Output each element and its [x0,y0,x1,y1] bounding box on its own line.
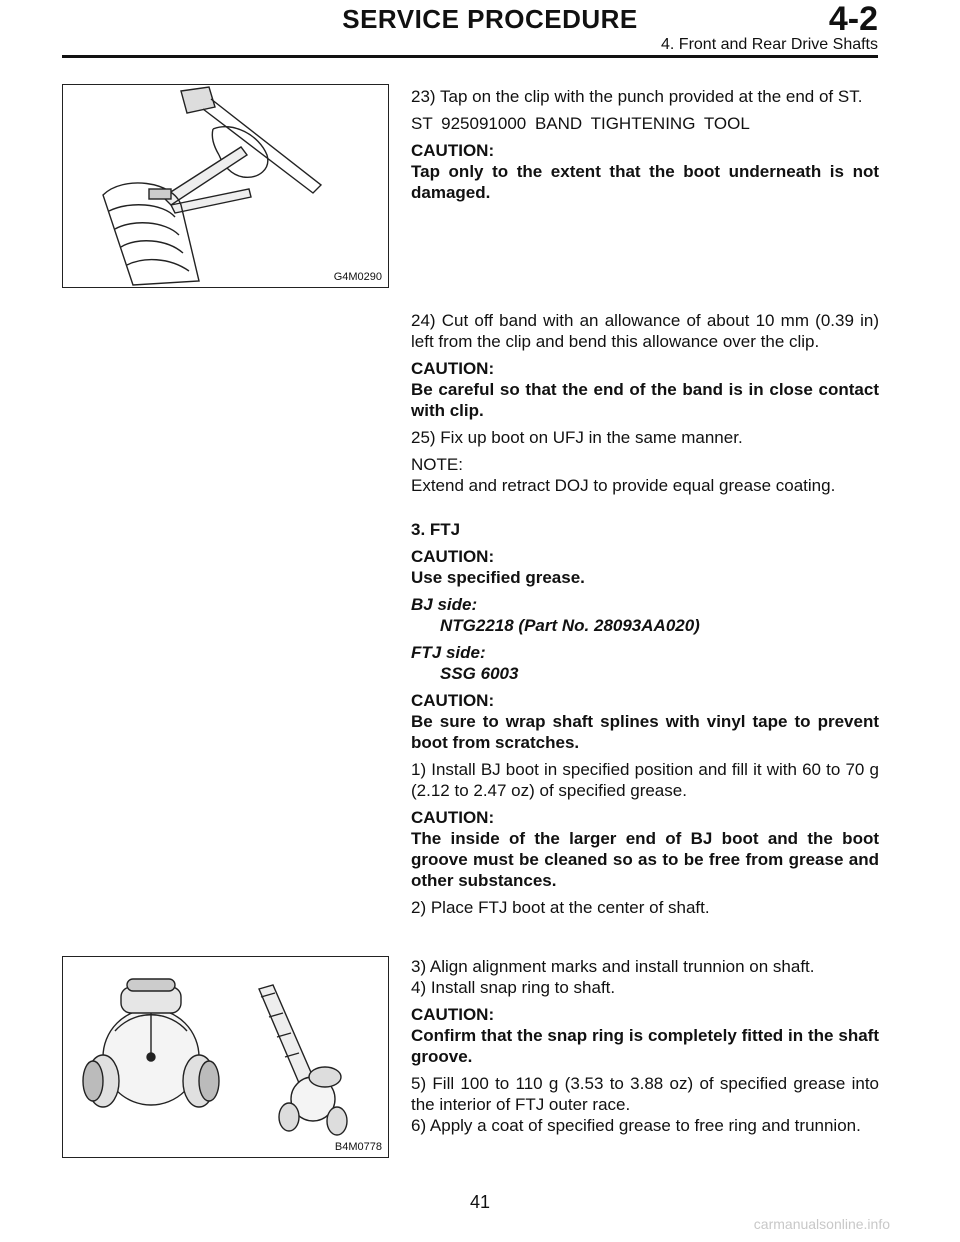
bj-side-label: BJ side: [411,595,478,614]
caution-text: Be sure to wrap shaft splines with vinyl tape to prevent boot from scratches. [411,712,879,752]
step-2: 2) Place FTJ boot at the center of shaft. [411,898,710,917]
caution-label: CAUTION: [411,547,495,566]
caution-text: Confirm that the snap ring is completely fitted in the shaft groove. [411,1026,879,1066]
step-23: 23) Tap on the clip with the punch provided at the end of ST. [411,87,863,106]
trunnion-illustration [63,957,388,1157]
section-heading-ftj: 3. FTJ [411,520,461,539]
caution-text: Use specified grease. [411,568,585,587]
caution-label: CAUTION: [411,1005,495,1024]
caution-label: CAUTION: [411,141,495,160]
section-subtitle: 4. Front and Rear Drive Shafts [661,36,878,53]
step-6: 6) Apply a coat of specified grease to free ring and trunnion. [411,1116,861,1135]
caution-text: Tap only to the extent that the boot underneath is not damaged. [411,162,879,202]
note-label: NOTE: [411,455,463,474]
note-text: Extend and retract DOJ to provide equal grease coating. [411,476,836,495]
watermark: carmanualsonline.info [753,1216,890,1232]
band-tightening-illustration [63,85,388,287]
caution-text: Be careful so that the end of the band is in close contact with clip. [411,380,879,420]
step-3: 3) Align alignment marks and install trunnion on shaft. [411,957,815,976]
caution-label: CAUTION: [411,359,495,378]
step-5: 5) Fill 100 to 110 g (3.53 to 3.88 oz) of specified grease into the interior of FTJ outer race. [411,1074,879,1114]
ftj-side-label: FTJ side: [411,643,486,662]
text-block-step-23 [411,86,879,209]
caution-label: CAUTION: [411,691,495,710]
header-rule [62,55,878,58]
step-24: 24) Cut off band with an allowance of about 10 mm (0.39 in) left from the clip and bend this allowance over the clip. [411,311,879,351]
figure-label: B4M0778 [334,1141,382,1153]
step-25: 25) Fix up boot on UFJ in the same manner. [411,428,743,447]
bj-side-grease: NTG2218 (Part No. 28093AA020) [440,616,700,635]
text-block-ftj [411,519,879,924]
page-number: 41 [469,1192,491,1212]
step-4: 4) Install snap ring to shaft. [411,978,616,997]
section-number: 4-2 [828,0,878,38]
special-tool: ST 925091000 BAND TIGHTENING TOOL [411,114,750,133]
figure-band-tightening [62,84,389,288]
figure-trunnion [62,956,389,1158]
caution-label: CAUTION: [411,808,495,827]
figure-label: G4M0290 [333,271,382,283]
text-block-step-24 [411,310,879,502]
caution-text: The inside of the larger end of BJ boot and the boot groove must be cleaned so as to be free from grease and other substances. [411,829,879,890]
ftj-side-grease: SSG 6003 [440,664,519,683]
text-block-trunnion [411,956,879,1142]
step-1: 1) Install BJ boot in specified position and fill it with 60 to 70 g (2.12 to 2.47 oz) of specified grease. [411,760,879,800]
page-title: SERVICE PROCEDURE [342,4,638,34]
